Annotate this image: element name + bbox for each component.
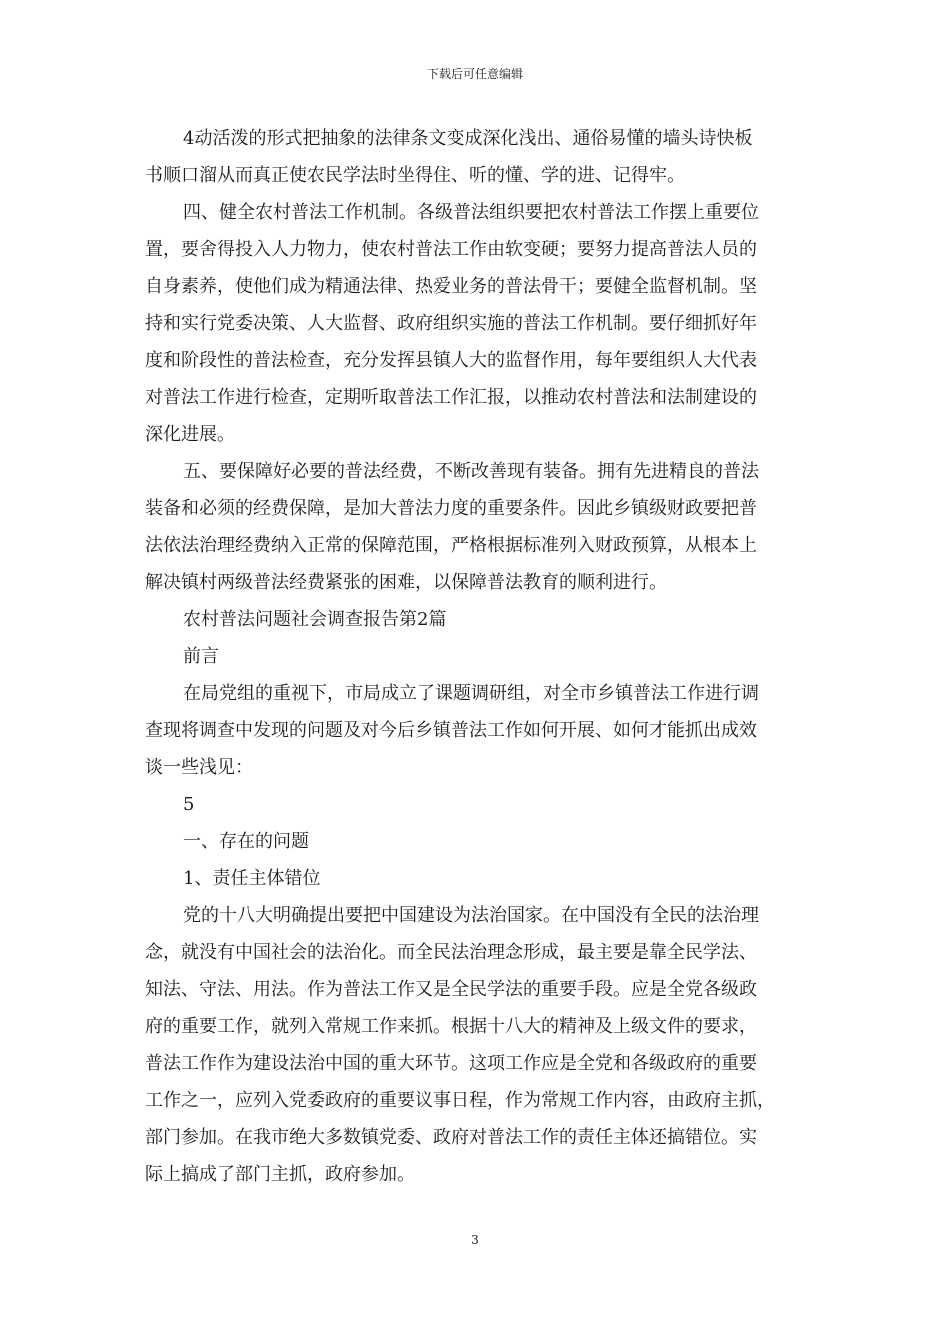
paragraph-last xyxy=(145,897,810,1193)
preface-heading xyxy=(145,638,810,675)
paragraph-line: 自身素养，使他们成为精通法律、热爱业务的普法骨干；要健全监督机制。坚 xyxy=(145,276,757,297)
section-title xyxy=(145,601,810,638)
paragraph-line: 知法、守法、用法。作为普法工作又是全民学法的重要手段。应是全党各级政 xyxy=(145,979,757,1000)
paragraph-line: 农村普法问题社会调查报告第2篇 xyxy=(183,609,447,630)
paragraph-1 xyxy=(145,120,810,194)
paragraph-line: 普法工作作为建设法治中国的重大环节。这项工作应是全党和各级政府的重要 xyxy=(145,1053,757,1074)
paragraph-line: 府的重要工作，就列入常规工作来抓。根据十八大的精神及上级文件的要求， xyxy=(145,1016,757,1037)
paragraph-line: 置，要舍得投入人力物力，使农村普法工作由软变硬；要努力提高普法人员的 xyxy=(145,239,757,260)
paragraph-line: 前言 xyxy=(183,646,219,667)
paragraph-line: 对普法工作进行检查，定期听取普法工作汇报，以推动农村普法和法制建设的 xyxy=(145,387,757,408)
paragraph-line: 党的十八大明确提出要把中国建设为法治国家。在中国没有全民的法治理 xyxy=(183,905,759,926)
paragraph-line: 查现将调查中发现的问题及对今后乡镇普法工作如何开展、如何才能抓出成效 xyxy=(145,720,757,741)
paragraph-preface xyxy=(145,675,810,786)
paragraph-line: 装备和必须的经费保障，是加大普法力度的重要条件。因此乡镇级财政要把普 xyxy=(145,498,757,519)
paragraph-line: 深化进展。 xyxy=(145,424,235,445)
paragraph-line: 谈一些浅见： xyxy=(145,757,253,778)
paragraph-line: 一、存在的问题 xyxy=(183,831,309,852)
document-body xyxy=(145,120,810,1193)
paragraph-line: 1、责任主体错位 xyxy=(183,868,321,889)
number-line xyxy=(145,786,810,823)
paragraph-3 xyxy=(145,453,810,601)
subheading-1 xyxy=(145,860,810,897)
paragraph-line: 5 xyxy=(183,794,195,815)
paragraph-line: 部门参加。在我市绝大多数镇党委、政府对普法工作的责任主体还搞错位。实 xyxy=(145,1127,757,1148)
paragraph-line: 解决镇村两级普法经费紧张的困难，以保障普法教育的顺利进行。 xyxy=(145,572,667,593)
paragraph-line: 际上搞成了部门主抓，政府参加。 xyxy=(145,1164,415,1185)
page-number: 3 xyxy=(471,1233,479,1247)
paragraph-line: 在局党组的重视下，市局成立了课题调研组，对全市乡镇普法工作进行调 xyxy=(183,683,759,704)
paragraph-2 xyxy=(145,194,810,453)
paragraph-line: 度和阶段性的普法检查，充分发挥县镇人大的监督作用，每年要组织人大代表 xyxy=(145,350,757,371)
page-header: 下载后可任意编辑 xyxy=(426,67,523,81)
paragraph-line: 四、健全农村普法工作机制。各级普法组织要把农村普法工作摆上重要位 xyxy=(183,202,759,223)
paragraph-line: 念，就没有中国社会的法治化。而全民法治理念形成，最主要是靠全民学法、 xyxy=(145,942,757,963)
paragraph-line: 书顺口溜从而真正使农民学法时坐得住、听的懂、学的进、记得牢。 xyxy=(145,165,685,186)
paragraph-line: 工作之一，应列入党委政府的重要议事日程，作为常规工作内容，由政府主抓， xyxy=(145,1090,775,1111)
paragraph-line: 五、要保障好必要的普法经费，不断改善现有装备。拥有先进精良的普法 xyxy=(183,461,759,482)
heading-problems xyxy=(145,823,810,860)
paragraph-line: 法依法治理经费纳入正常的保障范围，严格根据标准列入财政预算，从根本上 xyxy=(145,535,757,556)
paragraph-line: 持和实行党委决策、人大监督、政府组织实施的普法工作机制。要仔细抓好年 xyxy=(145,313,757,334)
paragraph-line: 4动活泼的形式把抽象的法律条文变成深化浅出、通俗易懂的墙头诗快板 xyxy=(183,128,753,149)
